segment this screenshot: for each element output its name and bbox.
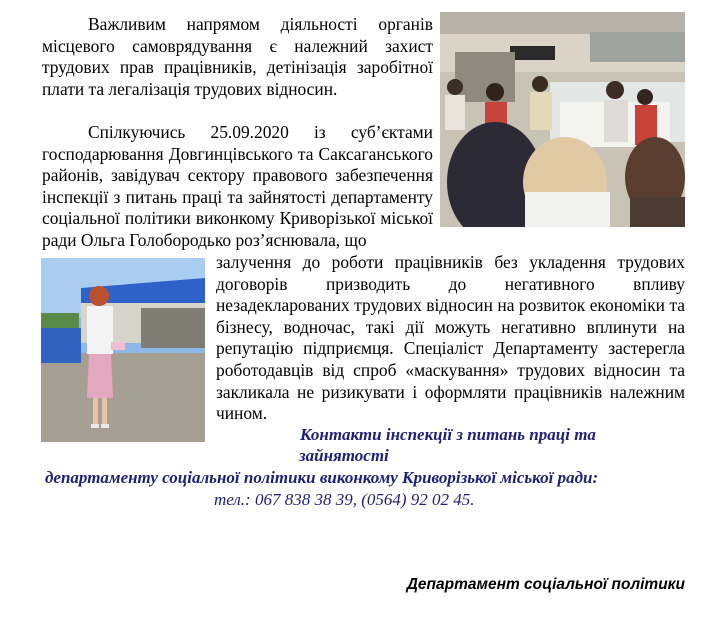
contacts-phones: тел.: 067 838 38 39, (0564) 92 02 45. xyxy=(214,490,475,509)
signature: Департамент соціальної політики xyxy=(406,576,685,593)
paragraph-2-body: залучення до роботи працівників без укладення трудових договорів призводить до негативного впливу незадекларованих трудових відносин на розвиток економіки та бізнесу, водночас, такі дії можуть негативно вплинути на репутацію підприємця. Спеціаліст Департаменту застерегла роботодавців від спроб «маскування» трудових відносин та закликала не ризикувати і оформляти працівників належним чином. xyxy=(216,252,685,424)
paragraph-1: Важливим напрямом діяльності органів місцевого самоврядування є належний захист трудових прав працівників, детінізація заробітної плати та легалізація трудових відносин. xyxy=(42,14,433,99)
market-meeting-photo xyxy=(440,12,685,227)
contacts-heading-line2: зайнятості xyxy=(299,446,389,465)
contacts-heading-line1: Контакти інспекції з питань праці та xyxy=(300,425,596,444)
market-inspector-photo xyxy=(41,258,205,442)
paragraph-2-intro: Спілкуючись 25.09.2020 із суб’єктами господарювання Довгинцівського та Саксаганського районів, завідувач сектору правового забезпечення інспекції з питань праці та зайнятості департаменту соціальної політики виконкому Криворізької міської ради Ольга Голобородько роз’яснювала, що xyxy=(42,122,433,250)
contacts-department: департаменту соціальної політики виконкому Криворізької міської ради: xyxy=(45,468,599,487)
